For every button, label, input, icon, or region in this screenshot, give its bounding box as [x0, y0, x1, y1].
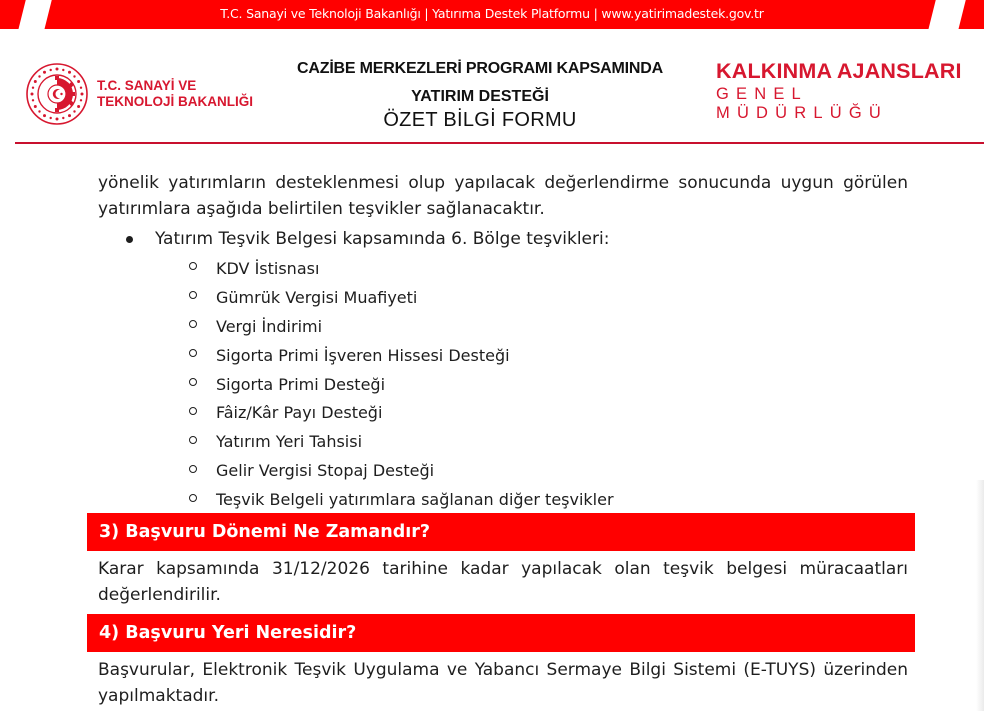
- list-item: Teşvik Belgeli yatırımlara sağlanan diğer teşvikler: [189, 485, 614, 514]
- banner-text: T.C. Sanayi ve Teknoloji Bakanlığı | Yatırıma Destek Platformu | www.yatirimadestek.gov.tr: [220, 6, 764, 21]
- section-heading-application-period: 3) Başvuru Dönemi Ne Zamandır?: [87, 513, 915, 551]
- circle-bullet-icon: [189, 378, 197, 386]
- top-banner: [0, 0, 984, 29]
- list-item: KDV İstisnası: [189, 254, 614, 283]
- circle-bullet-icon: [189, 465, 197, 473]
- circle-bullet-icon: [189, 349, 197, 357]
- circle-bullet-icon: [189, 262, 197, 270]
- circle-bullet-icon: [189, 291, 197, 299]
- form-title: [270, 58, 690, 132]
- title-line-2: YATIRIM DESTEĞİ: [411, 88, 549, 105]
- incentive-bullet: [126, 229, 609, 249]
- intro-content: [98, 170, 908, 222]
- list-item: Sigorta Primi Desteği: [189, 370, 614, 399]
- list-item: Fâiz/Kâr Payı Desteği: [189, 398, 614, 427]
- section-text-application-period: Karar kapsamında 31/12/2026 tarihine kadar yapılacak olan teşvik belgesi müracaatları değerlendirilir.: [98, 559, 908, 605]
- circle-bullet-icon: [189, 494, 197, 502]
- agency-logo: [716, 59, 984, 123]
- header-divider: [15, 142, 984, 144]
- ministry-emblem-icon: [25, 62, 89, 126]
- list-item: Vergi İndirimi: [189, 312, 614, 341]
- agency-subtitle: GENEL MÜDÜRLÜĞÜ: [716, 85, 889, 122]
- intro-paragraph: yönelik yatırımların desteklenmesi olup yapılacak değerlendirme sonucunda uygun görülen yatırımlara aşağıda belirtilen teşvikler sağlanacaktır.: [98, 173, 908, 219]
- list-item: Sigorta Primi İşveren Hissesi Desteği: [189, 341, 614, 370]
- ministry-name: T.C. SANAYİ VE TEKNOLOJİ BAKANLIĞI: [97, 78, 254, 109]
- section-text-application-place: Başvurular, Elektronik Teşvik Uygulama ve Yabancı Sermaye Bilgi Sistemi (E-TUYS) üzerinden yapılmaktadır.: [98, 660, 908, 706]
- title-line-3: ÖZET BİLGİ FORMU: [383, 109, 577, 131]
- bullet-text: Yatırım Teşvik Belgesi kapsamında 6. Bölge teşvikleri:: [155, 229, 610, 249]
- ministry-logo: [25, 62, 253, 126]
- title-line-1: CAZİBE MERKEZLERİ PROGRAMI KAPSAMINDA: [297, 60, 663, 77]
- list-item: Gümrük Vergisi Muafiyeti: [189, 283, 614, 312]
- section-heading-application-place: 4) Başvuru Yeri Neresidir?: [87, 614, 915, 652]
- document-header: [0, 29, 984, 145]
- circle-bullet-icon: [189, 320, 197, 328]
- list-item: Gelir Vergisi Stopaj Desteği: [189, 456, 614, 485]
- circle-bullet-icon: [189, 407, 197, 415]
- incentive-list: [189, 254, 614, 514]
- list-item: Yatırım Yeri Tahsisi: [189, 427, 614, 456]
- circle-bullet-icon: [189, 436, 197, 444]
- agency-name: KALKINMA AJANSLARI: [716, 59, 962, 83]
- bullet-dot-icon: [126, 236, 133, 243]
- page-edge-shadow: [976, 480, 984, 711]
